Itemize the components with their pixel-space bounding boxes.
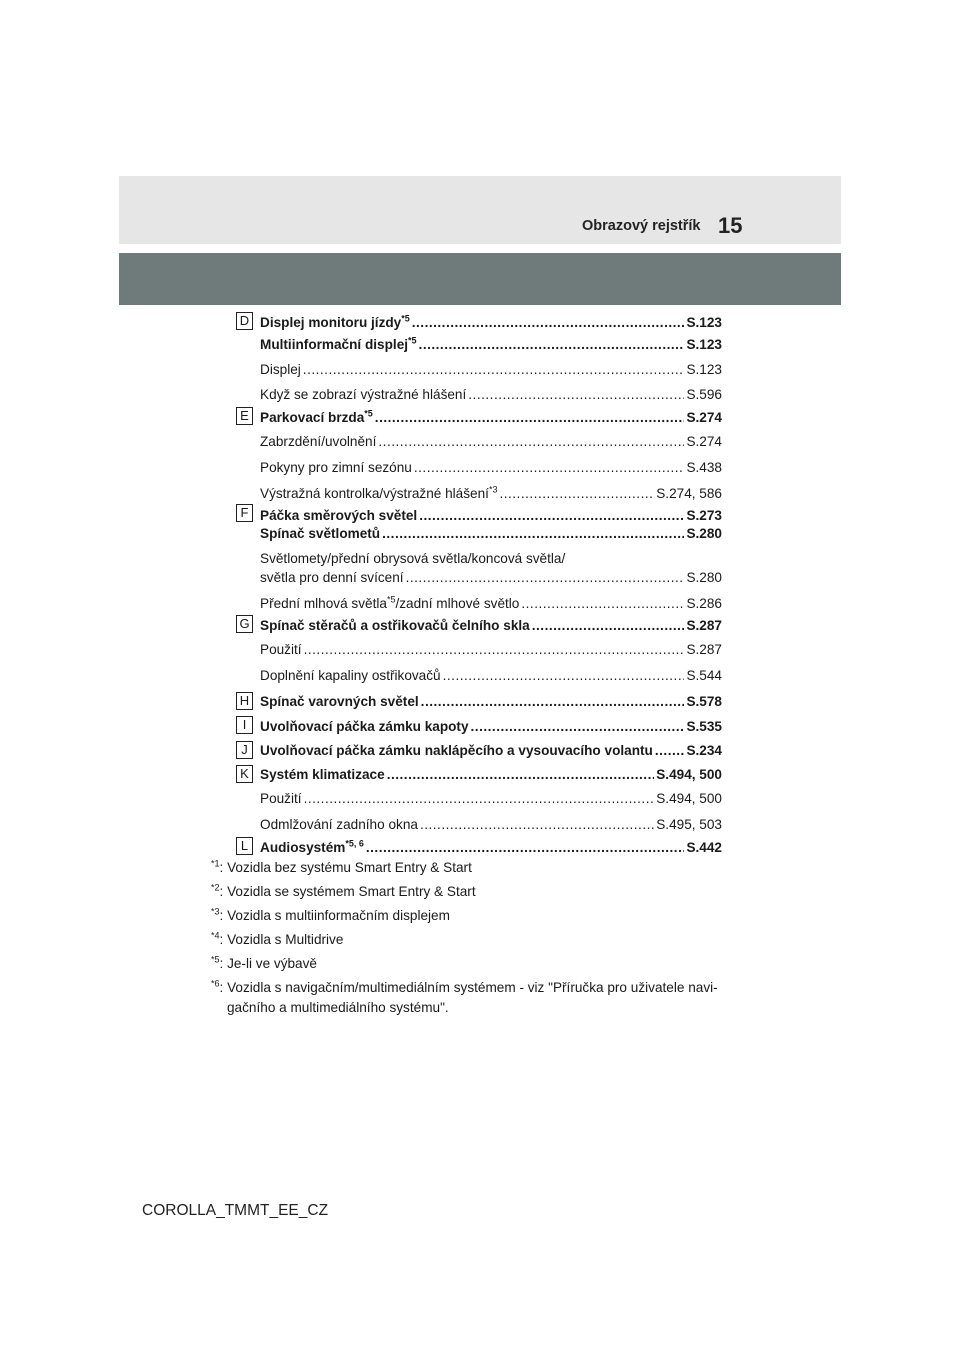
leader-dots [532, 617, 685, 634]
footnote-mark: *2 [211, 882, 220, 893]
entry-page-ref: S.544 [686, 668, 722, 683]
leader-dots [378, 433, 684, 450]
entry-label: Výstražná kontrolka/výstražné hlášení [260, 486, 489, 501]
footnote-text: : Vozidla se systémem Smart Entry & Start [219, 884, 476, 899]
entry-label: světla pro denní svícení [260, 570, 404, 585]
entry-label: Spínač světlometů [260, 526, 381, 541]
index-entry[interactable] [260, 766, 722, 783]
entry-page-ref: S.286 [686, 596, 722, 611]
footnote-mark: *3 [211, 906, 220, 917]
leader-dots [521, 595, 684, 612]
index-entry[interactable] [260, 641, 722, 658]
leader-dots [303, 361, 685, 378]
page-number: 15 [718, 213, 743, 238]
index-entry[interactable] [260, 816, 722, 833]
index-entry[interactable] [260, 361, 722, 378]
entry-label: Audiosystém [260, 840, 346, 855]
index-entry[interactable] [260, 314, 722, 331]
footnote [211, 978, 718, 1018]
leader-dots [304, 641, 685, 658]
entry-page-ref: S.273 [686, 508, 722, 523]
leader-dots [382, 525, 684, 542]
index-letter-h: H [236, 692, 253, 710]
index-entry[interactable] [260, 507, 722, 524]
index-entry[interactable] [260, 485, 722, 502]
footnote-text-continued: gačního a multimediálního systému". [227, 1000, 449, 1015]
entry-page-ref: S.578 [686, 694, 722, 709]
index-letter-f: F [236, 504, 253, 522]
footnote [211, 858, 472, 878]
index-entry[interactable] [260, 569, 722, 586]
index-entry[interactable] [260, 718, 722, 735]
footnote-mark: *4 [211, 930, 220, 941]
header-dark-band [119, 253, 841, 305]
entry-page-ref: S.494, 500 [656, 767, 722, 782]
leader-dots [468, 386, 684, 403]
leader-dots [420, 816, 654, 833]
footnote-mark: *5 [211, 954, 220, 965]
leader-dots [419, 336, 685, 353]
entry-label: Pokyny pro zimní sezónu [260, 460, 412, 475]
index-entry[interactable] [260, 336, 722, 353]
leader-dots [655, 742, 685, 759]
entry-label: Displej [260, 362, 301, 377]
leader-dots [412, 314, 685, 331]
entry-page-ref: S.442 [686, 840, 722, 855]
entry-page-ref: S.234 [686, 743, 722, 758]
leader-dots [387, 766, 655, 783]
entry-page-ref: S.274, 586 [656, 486, 722, 501]
leader-dots [499, 485, 654, 502]
entry-page-ref: S.535 [686, 719, 722, 734]
index-letter-j: J [236, 741, 253, 759]
entry-page-ref: S.596 [686, 387, 722, 402]
index-letter-e: E [236, 407, 253, 425]
entry-page-ref: S.494, 500 [656, 791, 722, 806]
entry-page-ref: S.287 [686, 618, 722, 633]
entry-page-ref: S.123 [686, 337, 722, 352]
entry-label: Přední mlhová světla [260, 596, 387, 611]
entry-label-continued: /zadní mlhové světlo [395, 596, 520, 611]
index-entry[interactable] [260, 693, 722, 710]
entry-footnote-mark: *5 [401, 313, 410, 324]
index-letter-l: L [236, 837, 253, 855]
leader-dots [414, 459, 685, 476]
entry-page-ref: S.123 [686, 362, 722, 377]
index-entry[interactable] [260, 617, 722, 634]
leader-dots [366, 839, 685, 856]
entry-label: Doplnění kapaliny ostřikovačů [260, 668, 441, 683]
index-letter-i: I [236, 716, 253, 734]
index-entry[interactable] [260, 667, 722, 684]
entry-page-ref: S.495, 503 [656, 817, 722, 832]
entry-footnote-mark: *5 [386, 594, 396, 605]
footnote-text: : Vozidla s navigačním/multimediálním systémem - viz "Příručka pro uživatele navi- [219, 980, 718, 995]
entry-label: Použití [260, 791, 302, 806]
entry-footnote-mark: *3 [488, 484, 498, 495]
leader-dots [375, 409, 685, 426]
footnote-mark: *6 [211, 978, 220, 989]
entry-label: Světlomety/přední obrysová světla/koncová světla/ [260, 551, 566, 566]
leader-dots [471, 718, 685, 735]
footnote-mark: *1 [211, 858, 220, 869]
entry-label: Spínač stěračů a ostřikovačů čelního skla [260, 618, 530, 633]
footnote [211, 954, 317, 974]
document-code: COROLLA_TMMT_EE_CZ [142, 1202, 329, 1219]
entry-label: Uvolňovací páčka zámku kapoty [260, 719, 469, 734]
entry-page-ref: S.280 [686, 526, 722, 541]
entry-page-ref: S.280 [686, 570, 722, 585]
footnote [211, 882, 476, 902]
entry-label: Displej monitoru jízdy [260, 315, 402, 330]
entry-footnote-mark: *5 [364, 408, 373, 419]
entry-page-ref: S.287 [686, 642, 722, 657]
footnote-text: : Vozidla bez systému Smart Entry & Start [219, 860, 472, 875]
entry-page-ref: S.274 [686, 434, 722, 449]
index-letter-g: G [236, 615, 253, 633]
entry-footnote-mark: *5 [408, 335, 417, 346]
section-title: Obrazový rejstřík [582, 218, 701, 234]
entry-label: Použití [260, 642, 302, 657]
entry-label: Když se zobrazí výstražné hlášení [260, 387, 467, 402]
leader-dots [443, 667, 685, 684]
entry-label: Uvolňovací páčka zámku naklápěcího a vysouvacího volantu [260, 743, 653, 758]
leader-dots [304, 790, 655, 807]
index-entry[interactable] [260, 525, 722, 542]
index-entry[interactable] [260, 386, 722, 403]
index-letter-d: D [236, 312, 253, 330]
index-entry[interactable] [260, 409, 722, 426]
entry-label: Spínač varovných světel [260, 694, 419, 709]
entry-page-ref: S.438 [686, 460, 722, 475]
index-entry[interactable] [260, 839, 722, 856]
index-entry[interactable] [260, 742, 722, 759]
index-entry[interactable] [260, 595, 722, 612]
index-entry[interactable] [260, 433, 722, 450]
entry-label: Odmlžování zadního okna [260, 817, 418, 832]
entry-label: Páčka směrových světel [260, 508, 418, 523]
footnote-text: : Vozidla s Multidrive [219, 932, 344, 947]
entry-label: Parkovací brzda [260, 410, 365, 425]
footnote [211, 906, 450, 926]
entry-page-ref: S.123 [686, 315, 722, 330]
entry-label: Multiinformační displej [260, 337, 409, 352]
footnote-text: : Je-li ve výbavě [219, 956, 317, 971]
leader-dots [421, 693, 685, 710]
leader-dots [419, 507, 684, 524]
entry-label: Zabrzdění/uvolnění [260, 434, 377, 449]
entry-label: Systém klimatizace [260, 767, 385, 782]
index-letter-k: K [236, 765, 253, 783]
entry-page-ref: S.274 [686, 410, 722, 425]
leader-dots [406, 569, 685, 586]
index-entry[interactable] [260, 790, 722, 807]
index-entry[interactable] [260, 459, 722, 476]
footnote [211, 930, 343, 950]
entry-footnote-mark: *5, 6 [345, 838, 364, 849]
footnote-text: : Vozidla s multiinformačním displejem [219, 908, 450, 923]
